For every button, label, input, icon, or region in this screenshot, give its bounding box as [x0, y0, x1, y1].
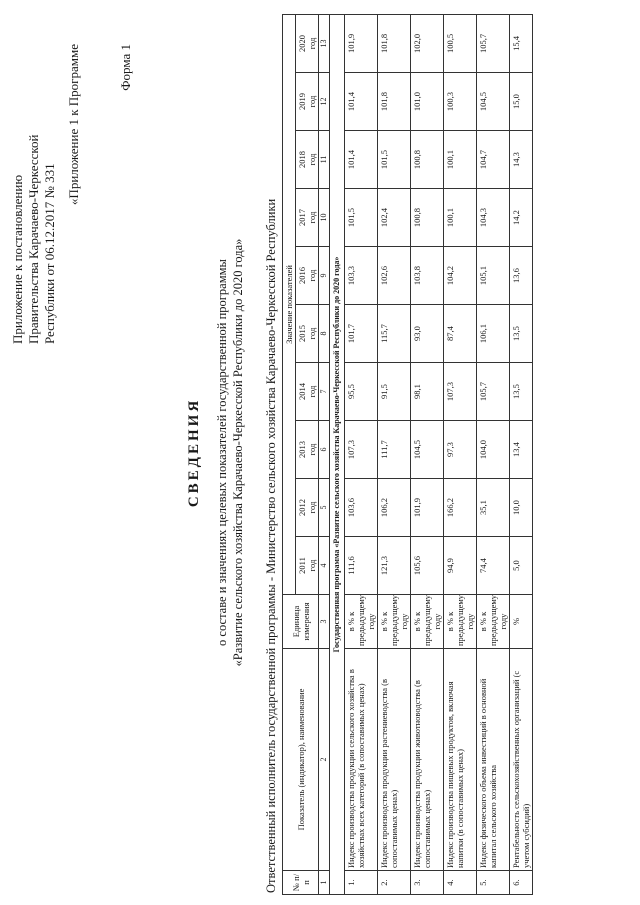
- value-cell: 101,9: [411, 479, 444, 537]
- value-cell: 100,1: [444, 131, 477, 189]
- value-cell: 102,4: [378, 189, 411, 247]
- header-year-word: год: [307, 37, 317, 50]
- table-row: [345, 14, 378, 894]
- value-cell: 101,8: [378, 73, 411, 131]
- indicator-name: Рентабельность сельскохозяйственных организаций (с учетом субсидий): [510, 649, 533, 871]
- value-cell: 74,4: [477, 537, 510, 595]
- approval-line: Правительства Карачаево-Черкесской: [26, 134, 41, 344]
- header-year-value: 2012: [297, 499, 307, 516]
- value-cell: 104,7: [477, 131, 510, 189]
- column-number: 10: [319, 189, 330, 247]
- value-cell: 111,6: [345, 537, 378, 595]
- value-cell: 103,8: [411, 247, 444, 305]
- header-year: [296, 247, 319, 305]
- table-row: [444, 14, 477, 894]
- indicator-name: Индекс производства продукции сельского хозяйства в хозяйствах всех категорий (в сопоставимых ценах): [345, 649, 378, 871]
- value-cell: 104,3: [477, 189, 510, 247]
- header-year: [296, 479, 319, 537]
- value-cell: 105,7: [477, 363, 510, 421]
- document-title: СВЕДЕНИЯ: [186, 397, 202, 508]
- header-year-value: 2011: [297, 557, 307, 574]
- value-cell: 101,7: [345, 305, 378, 363]
- header-year: [296, 14, 319, 72]
- value-cell: 111,7: [378, 421, 411, 479]
- header-year-value: 2018: [297, 151, 307, 168]
- header-year: [296, 363, 319, 421]
- header-year-word: год: [307, 211, 317, 224]
- header-year: [296, 305, 319, 363]
- value-cell: 103,3: [345, 247, 378, 305]
- header-year-word: год: [307, 501, 317, 514]
- column-number: 8: [319, 305, 330, 363]
- indicator-name: Индекс производства продукции растениеводства (в сопоставимых ценах): [378, 649, 411, 871]
- value-cell: 105,6: [411, 537, 444, 595]
- indicator-name: Индекс производства продукции животноводства (в сопоставимых ценах): [411, 649, 444, 871]
- value-cell: 104,0: [477, 421, 510, 479]
- indicator-name: Индекс производства пищевых продуктов, включая напитки (в сопоставимых ценах): [444, 649, 477, 871]
- approval-note: [10, 44, 58, 344]
- header-year-word: год: [307, 385, 317, 398]
- value-cell: 107,3: [444, 363, 477, 421]
- value-cell: 5,0: [510, 537, 533, 595]
- header-no: № п/п: [283, 871, 319, 895]
- value-cell: 101,5: [345, 189, 378, 247]
- value-cell: 13,4: [510, 421, 533, 479]
- approval-line: Республики от 06.12.2017 № 331: [42, 163, 57, 344]
- header-year: [296, 421, 319, 479]
- header-unit: Единица измерения: [283, 595, 319, 649]
- indicator-name: Индекс физического объема инвестиций в основной капитал сельского хозяйства: [477, 649, 510, 871]
- header-values-group: Значение показателей: [283, 14, 296, 594]
- header-year-word: год: [307, 95, 317, 108]
- value-cell: 100,1: [444, 189, 477, 247]
- value-cell: 121,3: [378, 537, 411, 595]
- row-number: 4.: [444, 871, 477, 895]
- value-cell: 97,3: [444, 421, 477, 479]
- value-cell: 15,4: [510, 14, 533, 72]
- value-cell: 106,2: [378, 479, 411, 537]
- subtitle-line: «Развитие сельского хозяйства Карачаево-Черкесской Республики до 2020 года»: [231, 238, 245, 667]
- row-number: 3.: [411, 871, 444, 895]
- document-subtitle: [214, 0, 246, 905]
- column-number: 1: [319, 871, 330, 895]
- program-row: [330, 14, 345, 894]
- value-cell: 105,1: [477, 247, 510, 305]
- program-row-cell: Государственная программа «Развитие сельского хозяйства Карачаево-Черкесской Республики до 2020 года»: [330, 14, 345, 894]
- header-year-value: 2015: [297, 325, 307, 342]
- header-year-word: год: [307, 559, 317, 572]
- header-year: [296, 537, 319, 595]
- value-cell: 87,4: [444, 305, 477, 363]
- header-year-value: 2014: [297, 383, 307, 400]
- column-number: 4: [319, 537, 330, 595]
- value-cell: 35,1: [477, 479, 510, 537]
- value-cell: 100,3: [444, 73, 477, 131]
- value-cell: 95,5: [345, 363, 378, 421]
- header-year-word: год: [307, 153, 317, 166]
- header-year-word: год: [307, 269, 317, 282]
- value-cell: 104,5: [477, 73, 510, 131]
- value-cell: 91,5: [378, 363, 411, 421]
- row-number: 1.: [345, 871, 378, 895]
- row-number: 5.: [477, 871, 510, 895]
- value-cell: 14,2: [510, 189, 533, 247]
- table-row: [477, 14, 510, 894]
- unit-cell: в % к предыдущему году: [411, 595, 444, 649]
- value-cell: 100,8: [411, 131, 444, 189]
- value-cell: 106,1: [477, 305, 510, 363]
- value-cell: 14,3: [510, 131, 533, 189]
- value-cell: 166,2: [444, 479, 477, 537]
- form-label: Форма 1: [118, 44, 133, 91]
- value-cell: 13,5: [510, 363, 533, 421]
- header-year-value: 2013: [297, 441, 307, 458]
- value-cell: 100,5: [444, 14, 477, 72]
- value-cell: 94,9: [444, 537, 477, 595]
- header-year-value: 2017: [297, 209, 307, 226]
- column-number: 9: [319, 247, 330, 305]
- value-cell: 101,5: [378, 131, 411, 189]
- header-year-value: 2020: [297, 34, 307, 52]
- header-year-value: 2019: [297, 93, 307, 110]
- value-cell: 98,1: [411, 363, 444, 421]
- table-row: [411, 14, 444, 894]
- value-cell: 115,7: [378, 305, 411, 363]
- column-number: 13: [319, 14, 330, 72]
- value-cell: 101,0: [411, 73, 444, 131]
- table-row: [378, 14, 411, 894]
- value-cell: 101,8: [378, 14, 411, 72]
- value-cell: 101,4: [345, 131, 378, 189]
- column-number: 3: [319, 595, 330, 649]
- value-cell: 102,0: [411, 14, 444, 72]
- appendix-label: «Приложение 1 к Программе: [66, 44, 81, 206]
- column-number: 11: [319, 131, 330, 189]
- value-cell: 103,6: [345, 479, 378, 537]
- unit-cell: в % к предыдущему году: [378, 595, 411, 649]
- column-number: 12: [319, 73, 330, 131]
- indicators-table: [282, 14, 533, 895]
- executor-line: Ответственный исполнитель государственной программы - Министерство сельского хозяйства Карачаево-Черкесской Республики: [264, 198, 278, 893]
- row-number: 6.: [510, 871, 533, 895]
- column-number: 6: [319, 421, 330, 479]
- column-numbers-row: [319, 14, 330, 894]
- header-year-value: 2016: [297, 267, 307, 284]
- value-cell: 101,4: [345, 73, 378, 131]
- header-year: [296, 131, 319, 189]
- unit-cell: в % к предыдущему году: [444, 595, 477, 649]
- value-cell: 101,9: [345, 14, 378, 72]
- header-year: [296, 73, 319, 131]
- header-year-word: год: [307, 443, 317, 456]
- value-cell: 13,5: [510, 305, 533, 363]
- value-cell: 107,3: [345, 421, 378, 479]
- table-row: [510, 14, 533, 894]
- subtitle-line: о составе и значениях целевых показателей государственной программы: [215, 259, 229, 646]
- value-cell: 13,6: [510, 247, 533, 305]
- column-number: 5: [319, 479, 330, 537]
- unit-cell: в % к предыдущему году: [477, 595, 510, 649]
- row-number: 2.: [378, 871, 411, 895]
- unit-cell: %: [510, 595, 533, 649]
- value-cell: 104,5: [411, 421, 444, 479]
- value-cell: 104,2: [444, 247, 477, 305]
- column-number: 2: [319, 649, 330, 871]
- header-year-word: год: [307, 327, 317, 340]
- value-cell: 93,0: [411, 305, 444, 363]
- value-cell: 105,7: [477, 14, 510, 72]
- approval-line: Приложение к постановлению: [10, 174, 25, 344]
- unit-cell: в % к предыдущему году: [345, 595, 378, 649]
- value-cell: 102,6: [378, 247, 411, 305]
- value-cell: 15,0: [510, 73, 533, 131]
- value-cell: 100,8: [411, 189, 444, 247]
- column-number: 7: [319, 363, 330, 421]
- value-cell: 10,0: [510, 479, 533, 537]
- header-indicator: Показатель (индикатор), наименование: [283, 649, 319, 871]
- header-year: [296, 189, 319, 247]
